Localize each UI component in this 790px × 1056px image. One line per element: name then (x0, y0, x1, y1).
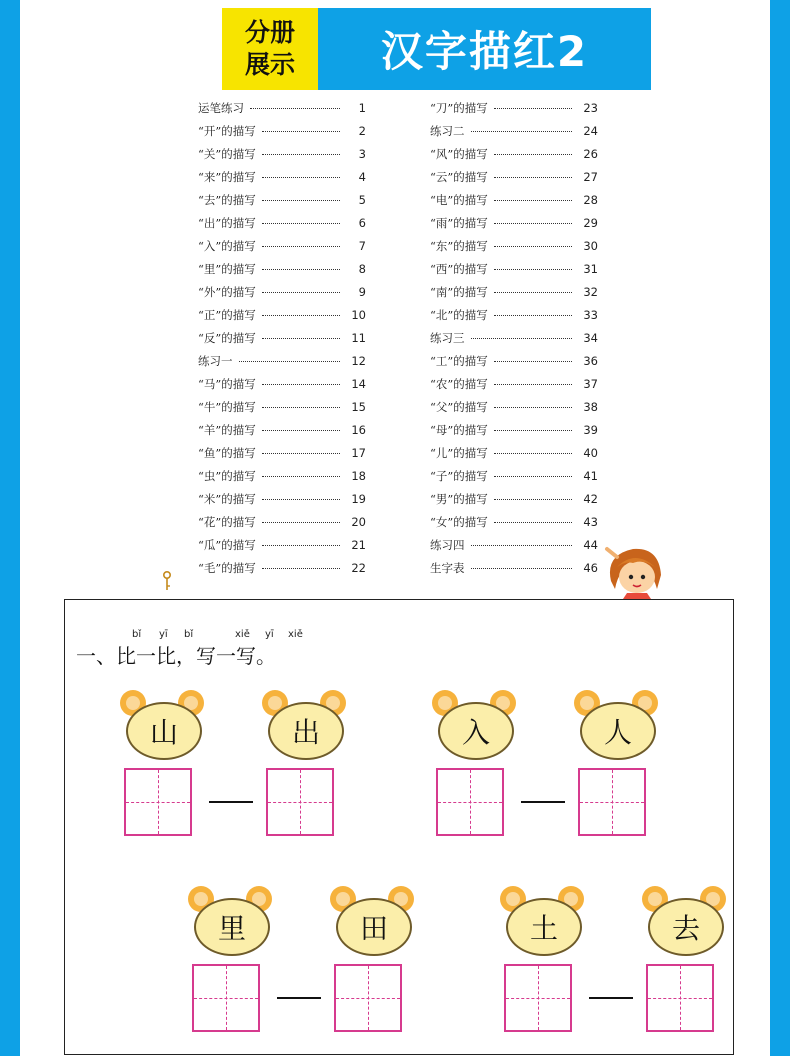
toc-entry-page: 34 (583, 330, 598, 345)
toc-entry-page: 29 (583, 215, 598, 230)
toc-entry (198, 142, 366, 165)
toc-entry-page: 27 (583, 169, 598, 184)
toc-entry-label: “米”的描写 (198, 491, 256, 506)
toc-entry-page: 18 (351, 468, 366, 483)
toc-leader-dots (262, 292, 340, 293)
bear-char-qu (642, 886, 726, 954)
toc-entry (430, 211, 598, 234)
toc-leader-dots (494, 453, 572, 454)
toc-leader-dots (262, 154, 340, 155)
toc-entry (430, 326, 598, 349)
toc-leader-dots (494, 200, 572, 201)
toc-entry (430, 464, 598, 487)
toc-leader-dots (494, 177, 572, 178)
toc-entry (198, 326, 366, 349)
toc-leader-dots (262, 568, 340, 569)
toc-entry-label: “云”的描写 (430, 169, 488, 184)
toc-entry (430, 441, 598, 464)
toc-leader-dots (250, 108, 340, 109)
toc-entry (198, 119, 366, 142)
pinyin-bi2: bǐ (184, 629, 194, 640)
char-tian: 田 (336, 898, 412, 956)
toc-entry-label: “入”的描写 (198, 238, 256, 253)
toc-entry (430, 556, 598, 579)
toc-entry-label: “东”的描写 (430, 238, 488, 253)
bear-char-ru (432, 690, 516, 758)
toc-leader-dots (471, 568, 573, 569)
bear-char-ren (574, 690, 658, 758)
toc-entry-page: 20 (351, 514, 366, 529)
toc-leader-dots (262, 269, 340, 270)
toc-entry-page: 44 (583, 537, 598, 552)
toc-leader-dots (494, 108, 572, 109)
toc-leader-dots (494, 269, 572, 270)
writing-box-1[interactable] (124, 768, 192, 836)
toc-entry-page: 40 (583, 445, 598, 460)
toc-entry-label: “农”的描写 (430, 376, 488, 391)
toc-entry-label: 练习四 (430, 537, 465, 552)
toc-entry-page: 42 (583, 491, 598, 506)
toc-leader-dots (494, 430, 572, 431)
toc-entry (198, 96, 366, 119)
toc-entry-page: 30 (583, 238, 598, 253)
toc-entry-label: “儿”的描写 (430, 445, 488, 460)
toc-entry-page: 3 (358, 146, 366, 161)
key-icon (162, 571, 172, 591)
toc-leader-dots (262, 177, 340, 178)
toc-leader-dots (471, 131, 573, 132)
toc-entry-page: 14 (351, 376, 366, 391)
toc-entry-page: 16 (351, 422, 366, 437)
writing-box-2[interactable] (266, 768, 334, 836)
toc-entry-label: “工”的描写 (430, 353, 488, 368)
toc-entry-label: “子”的描写 (430, 468, 488, 483)
toc-leader-dots (262, 453, 340, 454)
toc-leader-dots (262, 407, 340, 408)
toc-entry-label: “出”的描写 (198, 215, 256, 230)
toc-leader-dots (494, 499, 572, 500)
toc-entry-label: “花”的描写 (198, 514, 256, 529)
toc-entry (198, 510, 366, 533)
toc-entry-page: 46 (583, 560, 598, 575)
toc-entry-label: “开”的描写 (198, 123, 256, 138)
toc-entry (430, 119, 598, 142)
toc-entry-page: 10 (351, 307, 366, 322)
writing-box-3[interactable] (436, 768, 504, 836)
toc-entry (198, 280, 366, 303)
page-title: 汉字描红2 (318, 8, 651, 90)
toc-entry (430, 349, 598, 372)
toc-leader-dots (494, 522, 572, 523)
bear-char-tian (330, 886, 414, 954)
toc-leader-dots (262, 476, 340, 477)
toc-entry-label: 运笔练习 (198, 100, 244, 115)
toc-entry (430, 303, 598, 326)
toc-entry-page: 24 (583, 123, 598, 138)
toc-leader-dots (471, 338, 573, 339)
toc-leader-dots (262, 315, 340, 316)
toc-entry-label: “南”的描写 (430, 284, 488, 299)
toc-leader-dots (239, 361, 341, 362)
bear-char-tu (500, 886, 584, 954)
toc-entry-label: “去”的描写 (198, 192, 256, 207)
toc-entry (430, 533, 598, 556)
toc-entry (198, 418, 366, 441)
toc-entry (430, 188, 598, 211)
writing-box-6[interactable] (334, 964, 402, 1032)
toc-entry-label: “牛”的描写 (198, 399, 256, 414)
toc-entry-label: 练习一 (198, 353, 233, 368)
toc-entry-page: 36 (583, 353, 598, 368)
bear-char-li (188, 886, 272, 954)
toc-leader-dots (262, 430, 340, 431)
header-badge (222, 8, 318, 90)
toc-entry-label: 生字表 (430, 560, 465, 575)
toc-entry-label: “羊”的描写 (198, 422, 256, 437)
toc-entry-page: 5 (358, 192, 366, 207)
writing-box-5[interactable] (192, 964, 260, 1032)
left-border (0, 0, 20, 1056)
toc-entry-page: 12 (351, 353, 366, 368)
separator-dash (277, 997, 321, 999)
toc-entry-label: 练习三 (430, 330, 465, 345)
separator-dash (209, 801, 253, 803)
toc-entry (430, 487, 598, 510)
bear-char-chu (262, 690, 346, 758)
toc-entry-label: “外”的描写 (198, 284, 256, 299)
toc-leader-dots (262, 384, 340, 385)
toc-leader-dots (494, 384, 572, 385)
toc-entry-label: “正”的描写 (198, 307, 256, 322)
separator-dash (521, 801, 565, 803)
toc-leader-dots (494, 246, 572, 247)
toc-leader-dots (494, 361, 572, 362)
toc-entry (198, 211, 366, 234)
header-badge-line1: 分册 (244, 18, 295, 47)
toc-entry-page: 2 (358, 123, 366, 138)
toc-entry-label: “关”的描写 (198, 146, 256, 161)
toc-entry-page: 1 (358, 100, 366, 115)
toc-leader-dots (262, 223, 340, 224)
girl-icon (603, 541, 671, 599)
toc-entry-label: “虫”的描写 (198, 468, 256, 483)
toc-entry-label: “毛”的描写 (198, 560, 256, 575)
worksheet-instruction: 一、比一比，写一写。 (76, 644, 276, 668)
toc-leader-dots (262, 200, 340, 201)
toc-entry-label: “电”的描写 (430, 192, 488, 207)
toc-leader-dots (494, 476, 572, 477)
toc-entry-label: 练习二 (430, 123, 465, 138)
toc-entry-page: 9 (358, 284, 366, 299)
toc-leader-dots (494, 315, 572, 316)
toc-entry (198, 188, 366, 211)
pinyin-xie2: xiě (288, 629, 303, 640)
writing-box-8[interactable] (646, 964, 714, 1032)
toc-entry (198, 487, 366, 510)
toc-entry (198, 349, 366, 372)
toc-leader-dots (262, 131, 340, 132)
toc-entry (198, 234, 366, 257)
toc-entry-page: 6 (358, 215, 366, 230)
toc-entry-label: “风”的描写 (430, 146, 488, 161)
header-badge-line2: 展示 (244, 50, 295, 79)
toc-entry (198, 464, 366, 487)
toc-entry-label: “北”的描写 (430, 307, 488, 322)
writing-box-4[interactable] (578, 768, 646, 836)
right-border (770, 0, 790, 1056)
char-ren: 人 (580, 702, 656, 760)
bear-char-shan (120, 690, 204, 758)
pinyin-xie1: xiě (235, 629, 250, 640)
toc-entry-label: “雨”的描写 (430, 215, 488, 230)
toc-entry (430, 96, 598, 119)
toc-entry-label: “反”的描写 (198, 330, 256, 345)
toc-entry (198, 441, 366, 464)
toc-leader-dots (262, 338, 340, 339)
toc-entry (430, 395, 598, 418)
toc-entry-label: “男”的描写 (430, 491, 488, 506)
toc-entry-label: “母”的描写 (430, 422, 488, 437)
toc-entry (430, 142, 598, 165)
toc-entry-page: 32 (583, 284, 598, 299)
toc-entry-page: 15 (351, 399, 366, 414)
toc-leader-dots (494, 223, 572, 224)
writing-box-7[interactable] (504, 964, 572, 1032)
toc-entry (198, 303, 366, 326)
toc-entry (198, 257, 366, 280)
toc-entry-label: “西”的描写 (430, 261, 488, 276)
toc-entry (430, 418, 598, 441)
toc-entry-label: “瓜”的描写 (198, 537, 256, 552)
toc-entry-label: “来”的描写 (198, 169, 256, 184)
toc-leader-dots (262, 522, 340, 523)
toc-entry-label: “里”的描写 (198, 261, 256, 276)
separator-dash (589, 997, 633, 999)
toc-entry (430, 280, 598, 303)
toc-entry-page: 8 (358, 261, 366, 276)
pinyin-yi1: yī (159, 629, 168, 640)
toc-entry-page: 11 (351, 330, 366, 345)
toc-entry-page: 37 (583, 376, 598, 391)
pinyin-bi1: bǐ (132, 629, 142, 640)
toc-leader-dots (262, 545, 340, 546)
toc-entry-page: 19 (351, 491, 366, 506)
toc-leader-dots (262, 499, 340, 500)
toc-entry-page: 41 (583, 468, 598, 483)
toc-entry (430, 257, 598, 280)
char-chu: 出 (268, 702, 344, 760)
toc-entry-page: 7 (358, 238, 366, 253)
toc-entry-page: 33 (583, 307, 598, 322)
toc-entry (430, 372, 598, 395)
toc-entry (198, 165, 366, 188)
toc-entry-label: “刀”的描写 (430, 100, 488, 115)
char-shan: 山 (126, 702, 202, 760)
toc-entry (198, 533, 366, 556)
toc-entry-label: “鱼”的描写 (198, 445, 256, 460)
toc-leader-dots (262, 246, 340, 247)
toc-entry-page: 22 (351, 560, 366, 575)
toc-entry (430, 165, 598, 188)
toc-entry-page: 38 (583, 399, 598, 414)
toc-entry-label: “女”的描写 (430, 514, 488, 529)
toc-entry (198, 372, 366, 395)
toc-leader-dots (494, 407, 572, 408)
toc-entry-page: 31 (583, 261, 598, 276)
toc-entry-page: 28 (583, 192, 598, 207)
char-tu: 土 (506, 898, 582, 956)
char-li: 里 (194, 898, 270, 956)
toc-entry (198, 395, 366, 418)
toc-entry-page: 39 (583, 422, 598, 437)
toc-right-column (430, 96, 598, 579)
toc-entry-label: “父”的描写 (430, 399, 488, 414)
toc-entry-page: 21 (351, 537, 366, 552)
toc-entry (430, 510, 598, 533)
pinyin-yi2: yī (265, 629, 274, 640)
char-ru: 入 (438, 702, 514, 760)
toc-entry-page: 43 (583, 514, 598, 529)
toc-entry-page: 26 (583, 146, 598, 161)
toc-entry-page: 17 (351, 445, 366, 460)
toc-leader-dots (494, 154, 572, 155)
toc-leader-dots (471, 545, 573, 546)
toc-entry (430, 234, 598, 257)
toc-entry-label: “马”的描写 (198, 376, 256, 391)
char-qu: 去 (648, 898, 724, 956)
toc-entry-page: 23 (583, 100, 598, 115)
toc-left-column (198, 96, 366, 579)
toc-leader-dots (494, 292, 572, 293)
toc-entry-page: 4 (358, 169, 366, 184)
toc-entry (198, 556, 366, 579)
